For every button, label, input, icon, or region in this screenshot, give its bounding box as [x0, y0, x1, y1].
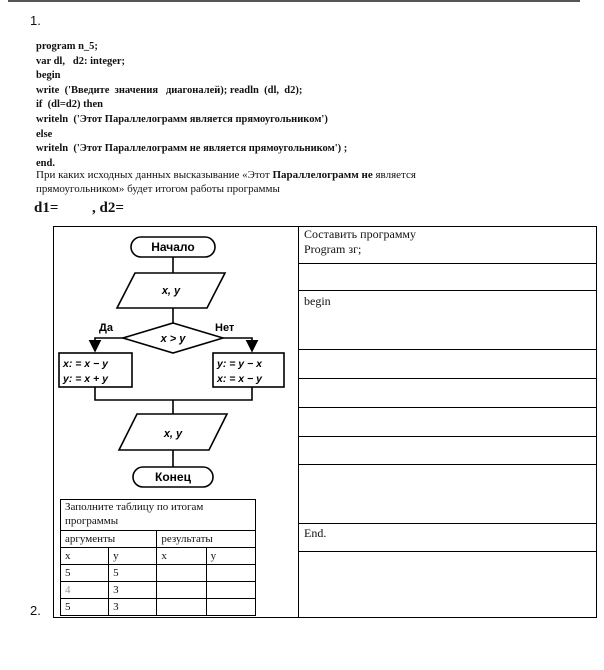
output-label: x, y [163, 428, 183, 440]
answer-cell[interactable] [206, 565, 255, 582]
program-end: End. [299, 523, 597, 551]
program-line [299, 263, 597, 290]
condition-label: x > y [160, 333, 186, 345]
code-line: var dl, d2: integer; [36, 55, 126, 67]
program-line [299, 378, 597, 407]
yes-op-1: x: = x − y [63, 358, 108, 370]
program-line [299, 349, 597, 378]
d1-label: d1= [34, 200, 59, 216]
group-header-args: аргументы [61, 531, 157, 548]
program-line [299, 436, 597, 464]
question-part: является [372, 169, 416, 181]
program-line [299, 407, 597, 436]
table-cell: 4 [61, 582, 109, 599]
table-cell: 3 [109, 582, 157, 599]
pascal-code-listing [36, 40, 347, 171]
table-cell: 3 [109, 599, 157, 616]
input-label: x, y [161, 285, 181, 297]
group-header-results: результаты [157, 531, 256, 548]
flowchart [55, 228, 298, 498]
d2-label: , d2= [92, 200, 124, 216]
column-header: x [157, 548, 206, 565]
start-label: Начало [151, 240, 195, 254]
task-number-1: 1. [30, 13, 41, 28]
task-number-2: 2. [30, 603, 41, 618]
table-row [61, 582, 256, 599]
table-row [61, 565, 256, 582]
program-name-line: Program зг; [304, 242, 362, 256]
answer-cell[interactable] [157, 599, 206, 616]
no-label: Нет [215, 322, 235, 334]
question-part: При каких исходных данных высказывание «Этот [36, 169, 273, 181]
program-line [299, 464, 597, 523]
answer-cell[interactable] [206, 599, 255, 616]
code-line: begin [36, 70, 61, 82]
code-line: write ('Введите значения диагоналей); readln (dl, d2); [36, 84, 303, 96]
results-table [60, 499, 256, 616]
code-line: if (dl=d2) then [36, 99, 103, 111]
program-line [299, 551, 597, 587]
answer-cell[interactable] [206, 582, 255, 599]
program-title: Составить программу [304, 227, 417, 241]
program-panel [299, 227, 597, 587]
question-bold: Параллелограмм не [272, 169, 373, 181]
results-caption-2: программы [65, 515, 119, 527]
yes-op-2: y: = x + y [63, 373, 108, 385]
question-line-2: прямоугольником» будет итогом работы программы [36, 183, 280, 195]
program-begin: begin [299, 290, 597, 349]
column-header: y [109, 548, 157, 565]
code-line: writeln ('Этот Параллелограмм не является прямоугольником') ; [36, 143, 348, 155]
answer-cell[interactable] [157, 582, 206, 599]
top-border-line [8, 0, 580, 2]
code-line: writeln ('Этот Параллелограмм является прямоугольником') [36, 113, 328, 125]
table-cell: 5 [61, 565, 109, 582]
column-header: y [206, 548, 255, 565]
end-label: Конец [155, 470, 191, 484]
results-caption: Заполните таблицу по итогам [65, 501, 204, 513]
no-op-1: y: = y − x [217, 358, 262, 370]
table-row [61, 599, 256, 616]
no-op-2: x: = x − y [217, 373, 262, 385]
answer-cell[interactable] [157, 565, 206, 582]
code-line: end. [36, 157, 55, 169]
code-line: else [36, 128, 53, 140]
table-cell: 5 [109, 565, 157, 582]
question-text [36, 168, 486, 196]
code-line: program n_5; [36, 41, 98, 52]
table-cell: 5 [61, 599, 109, 616]
column-header: x [61, 548, 109, 565]
yes-label: Да [99, 322, 113, 334]
